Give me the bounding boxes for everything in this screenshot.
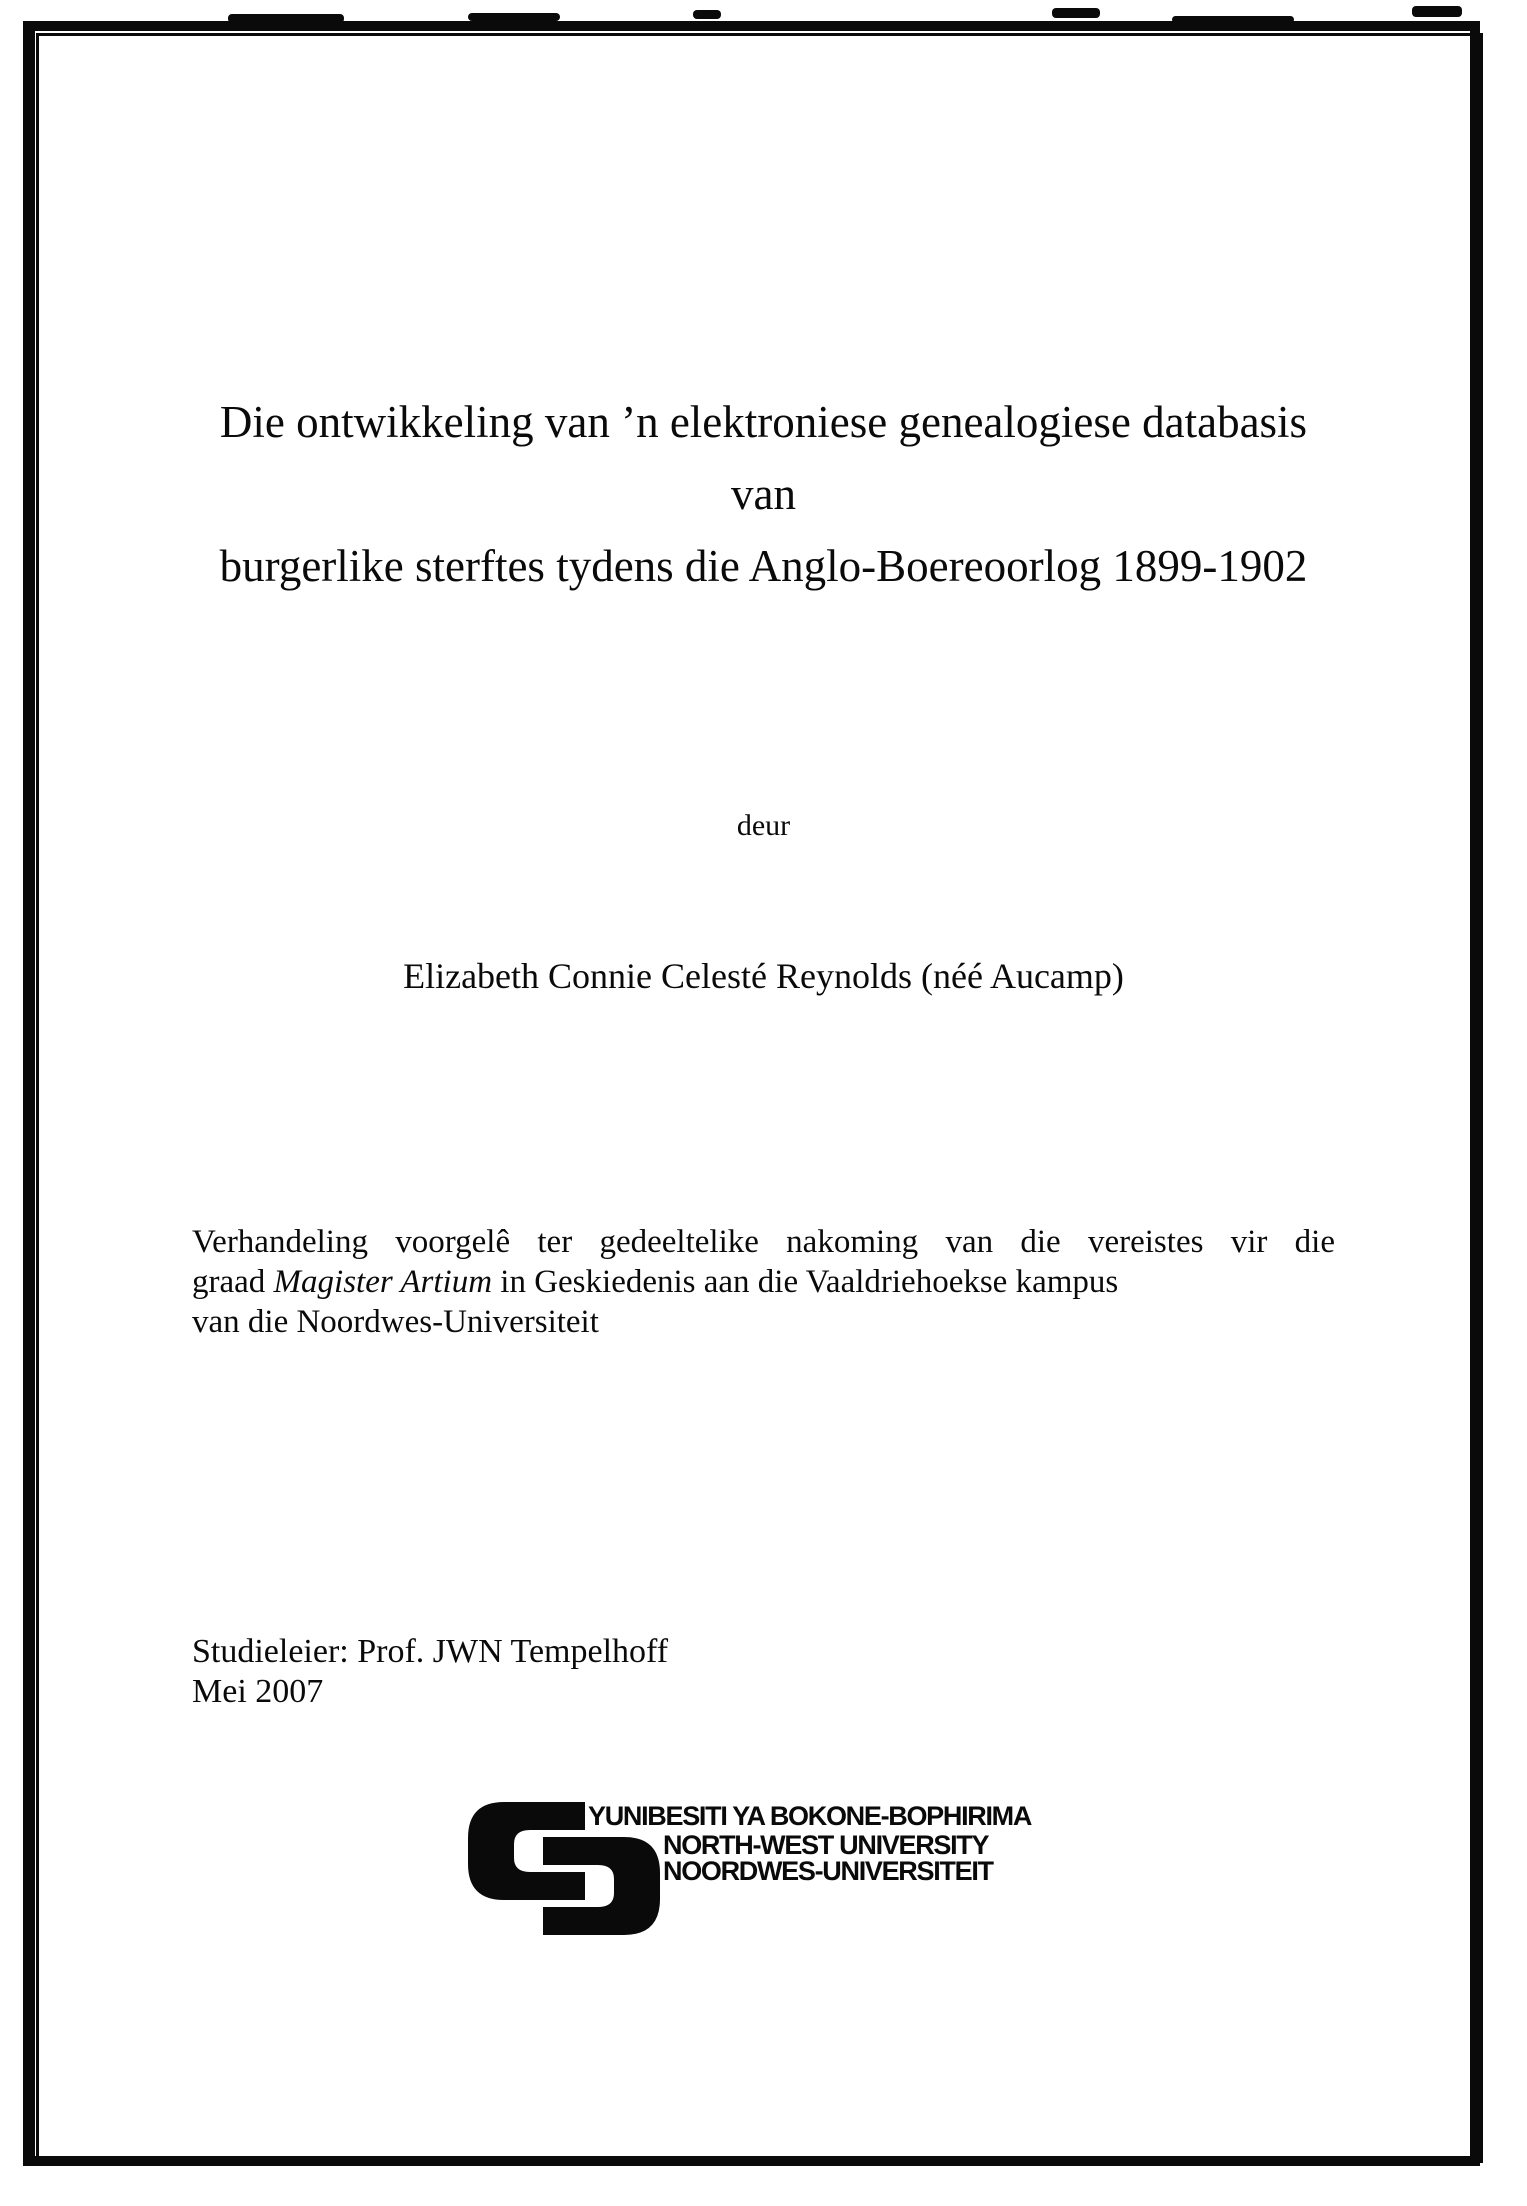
degree-statement [192, 1222, 1335, 1342]
degree-statement-line2-post: in Geskiedenis aan die Vaaldriehoekse kampus [492, 1264, 1119, 1300]
scan-smudge [1052, 8, 1100, 18]
university-name-setswana: YUNIBESITI YA BOKONE-BOPHIRIMA [588, 1801, 1032, 1831]
thesis-title-line1: Die ontwikkeling van ’n elektroniese genealogiese databasis van [219, 397, 1308, 519]
university-name-afrikaans: NOORDWES-UNIVERSITEIT [663, 1856, 993, 1886]
degree-title-italic: Magister Artium [273, 1264, 493, 1300]
degree-statement-line2 [192, 1262, 1335, 1302]
byline: deur [736, 809, 791, 842]
university-name-english: NORTH-WEST UNIVERSITY [663, 1830, 989, 1860]
supervisor-line: Studieleier: Prof. JWN Tempelhoff [192, 1633, 669, 1670]
date-line: Mei 2007 [192, 1673, 324, 1710]
thesis-title-line2: burgerlike sterftes tydens die Anglo-Boereoorlog 1899-1902 [219, 541, 1308, 591]
scan-smudge [1412, 6, 1462, 17]
scan-smudge [228, 14, 344, 23]
degree-statement-line3: van die Noordwes-Universiteit [192, 1304, 599, 1340]
scan-smudge [693, 10, 721, 19]
scan-smudge [1172, 16, 1294, 23]
thesis-title [192, 386, 1335, 602]
degree-statement-line2-pre: graad [192, 1264, 274, 1300]
degree-statement-line1: Verhandeling voorgelê ter gedeeltelike nakoming van die vereistes vir die [192, 1224, 1335, 1260]
author-name: Elizabeth Connie Celesté Reynolds (néé Aucamp) [403, 956, 1124, 996]
supervisor-block [192, 1632, 1335, 1712]
scan-smudge [468, 13, 560, 21]
